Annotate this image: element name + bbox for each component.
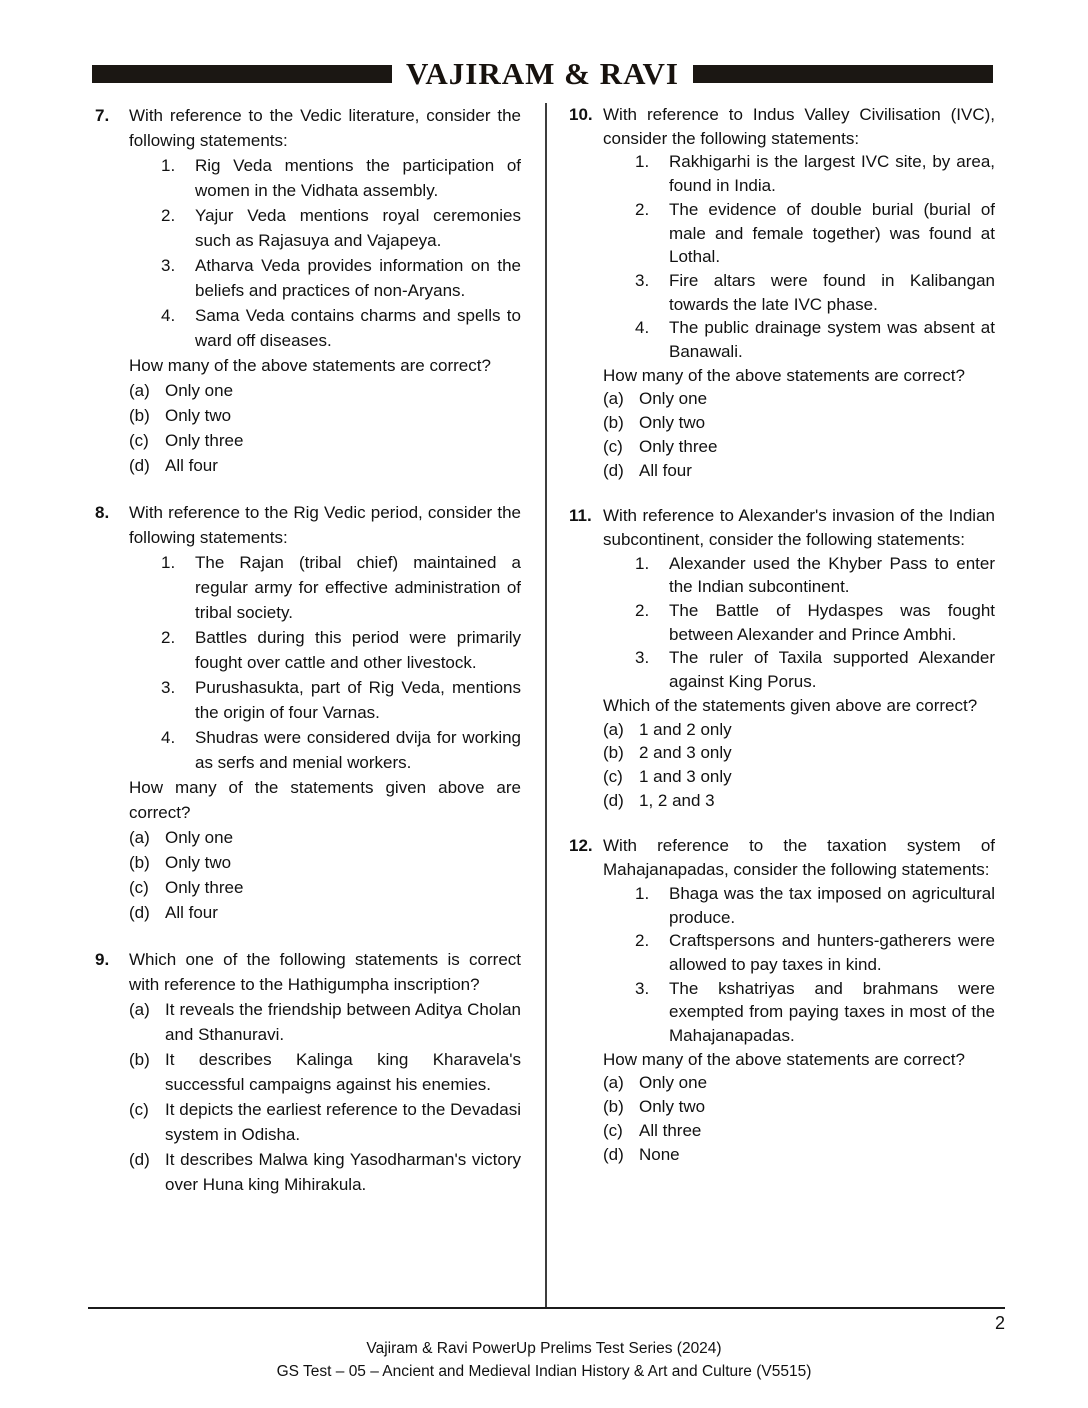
option-text: Only three: [165, 878, 244, 897]
statement-number: 3.: [635, 270, 650, 290]
option-text: 1 and 3 only: [639, 766, 732, 786]
question-closing: Which of the statements given above are correct?: [603, 695, 978, 715]
statement-number: 1.: [635, 152, 650, 172]
option-label: (a): [129, 828, 150, 847]
statement-item: [161, 725, 521, 775]
option-list: [129, 378, 521, 478]
option-text: Only three: [639, 436, 718, 456]
option-text: Only two: [165, 853, 232, 872]
question-closing: How many of the above statements are correct?: [603, 365, 965, 385]
statement-text: Yajur Veda mentions royal ceremonies such as Rajasuya and Vajapeya.: [195, 206, 521, 250]
statement-text: The public drainage system was absent at Banawali.: [669, 318, 995, 362]
option-item: [129, 453, 521, 478]
option-list: [603, 387, 995, 482]
option-label: (b): [129, 1050, 150, 1069]
option-item: [603, 741, 995, 765]
option-text: Only two: [639, 413, 706, 433]
option-item: [603, 1119, 995, 1143]
option-label: (c): [603, 766, 623, 786]
statement-item: [161, 550, 521, 625]
option-label: (b): [129, 406, 150, 425]
statement-text: Atharva Veda provides information on the beliefs and practices of non-Aryans.: [195, 256, 521, 300]
statement-number: 4.: [635, 318, 650, 338]
option-text: Only three: [165, 431, 244, 450]
statement-item: [161, 203, 521, 253]
option-text: All four: [165, 456, 218, 475]
option-item: [603, 435, 995, 459]
option-list: [603, 718, 995, 813]
option-label: (d): [129, 903, 150, 922]
option-label: (c): [603, 1120, 623, 1140]
option-text: It reveals the friendship between Aditya Cholan and Sthanuravi.: [165, 1000, 521, 1044]
statement-item: [161, 153, 521, 203]
question-number: 12.: [569, 836, 593, 856]
brand-title: VAJIRAM & RAVI: [406, 56, 679, 91]
option-text: It describes Kalinga king Kharavela's successful campaigns against his enemies.: [165, 1050, 521, 1094]
option-label: (a): [129, 381, 150, 400]
option-label: (d): [603, 1144, 624, 1164]
option-label: (b): [603, 413, 624, 433]
statement-item: [635, 316, 995, 363]
statement-text: The Battle of Hydaspes was fought between Alexander and Prince Ambhi.: [669, 601, 995, 644]
option-item: [603, 387, 995, 411]
statement-item: [635, 977, 995, 1048]
statement-text: The Rajan (tribal chief) maintained a regular army for effective administration of tribal society.: [195, 553, 521, 622]
statement-number: 2.: [161, 628, 176, 647]
question-closing: How many of the statements given above are correct?: [129, 778, 521, 822]
statement-list: [129, 550, 521, 775]
option-label: (d): [129, 456, 150, 475]
question-content: [129, 500, 521, 925]
question-intro: With reference to the Rig Vedic period, consider the following statements:: [129, 503, 521, 547]
statement-list: [603, 552, 995, 694]
footer-rule: [88, 1307, 1005, 1309]
option-text: It describes Malwa king Yasodharman's victory over Huna king Mihirakula.: [165, 1150, 521, 1194]
statement-number: 1.: [161, 553, 176, 572]
statement-text: Purushasukta, part of Rig Veda, mentions the origin of four Varnas.: [195, 678, 521, 722]
statement-number: 2.: [161, 206, 176, 225]
option-item: [129, 378, 521, 403]
statement-text: Rakhigarhi is the largest IVC site, by area, found in India.: [669, 152, 995, 196]
column-divider: [545, 103, 547, 1307]
statement-list: [603, 150, 995, 363]
option-item: [603, 765, 995, 789]
question-number: 8.: [95, 503, 110, 522]
statement-item: [635, 269, 995, 316]
option-item: [129, 1097, 521, 1147]
question-number: 7.: [95, 106, 110, 125]
question-intro: With reference to Indus Valley Civilisation (IVC), consider the following statements:: [603, 105, 995, 148]
question-closing: How many of the above statements are correct?: [129, 356, 491, 375]
question-closing: How many of the above statements are correct?: [603, 1049, 965, 1069]
option-text: It depicts the earliest reference to the Devadasi system in Odisha.: [165, 1100, 521, 1144]
question-intro: With reference to Alexander's invasion of the Indian subcontinent, consider the following statements:: [603, 506, 995, 549]
question-number: 9.: [95, 950, 110, 969]
statement-text: Shudras were considered dvija for working as serfs and menial workers.: [195, 728, 521, 772]
question-block: [569, 103, 995, 482]
option-item: [129, 900, 521, 925]
statement-item: [161, 253, 521, 303]
statement-text: Craftspersons and hunters-gatherers were allowed to pay taxes in kind.: [669, 931, 995, 974]
question-content: [129, 947, 521, 1197]
statement-item: [635, 929, 995, 976]
statement-number: 3.: [161, 256, 176, 275]
statement-item: [635, 882, 995, 929]
option-item: [129, 825, 521, 850]
option-text: Only one: [639, 389, 708, 409]
option-text: 1 and 2 only: [639, 719, 732, 739]
header-bar-left: [92, 65, 392, 83]
statement-item: [635, 150, 995, 197]
question-block: [569, 504, 995, 812]
statement-number: 3.: [635, 978, 650, 998]
statement-text: Bhaga was the tax imposed on agricultural produce.: [669, 883, 995, 927]
content-columns: [95, 103, 1005, 1307]
option-label: (a): [603, 389, 624, 409]
statement-number: 3.: [635, 648, 650, 668]
option-text: Only one: [165, 828, 234, 847]
option-label: (b): [603, 743, 624, 763]
statement-text: Sama Veda contains charms and spells to ward off diseases.: [195, 306, 521, 350]
question-intro: With reference to the taxation system of Mahajanapadas, consider the following statements:: [603, 836, 995, 880]
option-item: [603, 718, 995, 742]
statement-list: [129, 153, 521, 353]
option-item: [603, 411, 995, 435]
option-label: (a): [603, 1073, 624, 1093]
statement-number: 1.: [161, 156, 176, 175]
question-number: 11.: [569, 506, 592, 526]
statement-item: [635, 552, 995, 599]
statement-item: [161, 675, 521, 725]
option-item: [129, 1047, 521, 1097]
header-bar-right: [693, 65, 993, 83]
option-item: [129, 850, 521, 875]
option-text: All four: [165, 903, 218, 922]
option-text: Only two: [639, 1097, 706, 1117]
option-label: (d): [603, 790, 624, 810]
option-item: [129, 875, 521, 900]
option-item: [603, 1071, 995, 1095]
question-number: 10.: [569, 105, 593, 124]
option-item: [129, 403, 521, 428]
column-left: [95, 103, 521, 1307]
question-content: [603, 504, 995, 812]
option-text: Only two: [165, 406, 232, 425]
question-block: [95, 103, 521, 478]
statement-number: 2.: [635, 601, 650, 621]
option-text: All four: [639, 460, 692, 480]
statement-number: 4.: [161, 728, 176, 747]
statement-number: 3.: [161, 678, 176, 697]
option-label: (a): [603, 719, 624, 739]
question-intro: With reference to the Vedic literature, consider the following statements:: [129, 106, 521, 150]
statement-number: 2.: [635, 199, 650, 219]
option-item: [603, 789, 995, 813]
option-text: 2 and 3 only: [639, 743, 732, 763]
option-label: (c): [603, 436, 623, 456]
page-number: 2: [994, 1313, 1005, 1333]
page-footer: [0, 1337, 1088, 1383]
option-item: [129, 997, 521, 1047]
option-item: [603, 459, 995, 483]
page-header: [92, 58, 993, 89]
option-text: Only one: [639, 1073, 708, 1093]
statement-text: Battles during this period were primarily fought over cattle and other livestock.: [195, 628, 521, 672]
statement-text: The kshatriyas and brahmans were exempted from paying taxes in most of the Mahajanapadas.: [669, 978, 995, 1046]
option-text: Only one: [165, 381, 234, 400]
statement-text: Fire altars were found in Kalibangan towards the late IVC phase.: [669, 270, 995, 314]
statement-number: 2.: [635, 931, 650, 951]
question-content: [129, 103, 521, 478]
option-list: [129, 825, 521, 925]
option-label: (a): [129, 1000, 150, 1019]
option-item: [603, 1095, 995, 1119]
option-text: 1, 2 and 3: [639, 790, 715, 810]
option-label: (c): [129, 878, 149, 897]
statement-item: [161, 303, 521, 353]
option-list: [603, 1071, 995, 1166]
column-right: [569, 103, 995, 1307]
option-label: (b): [129, 853, 150, 872]
option-text: All three: [639, 1120, 702, 1140]
option-label: (c): [129, 1100, 149, 1119]
question-block: [569, 834, 995, 1166]
statement-list: [603, 882, 995, 1048]
option-label: (b): [603, 1097, 624, 1117]
statement-item: [635, 646, 995, 693]
option-list: [129, 997, 521, 1197]
question-block: [95, 947, 521, 1197]
statement-item: [635, 198, 995, 269]
question-intro: Which one of the following statements is correct with reference to the Hathigumpha inscription?: [129, 950, 521, 994]
option-item: [603, 1143, 995, 1167]
question-content: [603, 834, 995, 1166]
statement-text: The ruler of Taxila supported Alexander against King Porus.: [669, 648, 995, 692]
option-item: [129, 428, 521, 453]
option-label: (d): [129, 1150, 150, 1169]
footer-line1: Vajiram & Ravi PowerUp Prelims Test Series (2024): [366, 1340, 722, 1357]
question-block: [95, 500, 521, 925]
statement-text: Rig Veda mentions the participation of women in the Vidhata assembly.: [195, 156, 521, 200]
option-item: [129, 1147, 521, 1197]
statement-number: 1.: [635, 553, 650, 573]
option-label: (d): [603, 460, 624, 480]
statement-text: The evidence of double burial (burial of male and female together) was found at Lothal.: [669, 199, 995, 267]
option-label: (c): [129, 431, 149, 450]
statement-number: 4.: [161, 306, 176, 325]
statement-item: [161, 625, 521, 675]
question-content: [603, 103, 995, 482]
statement-item: [635, 599, 995, 646]
statement-text: Alexander used the Khyber Pass to enter the Indian subcontinent.: [669, 553, 995, 597]
footer-line2: GS Test – 05 – Ancient and Medieval Indian History & Art and Culture (V5515): [276, 1363, 812, 1380]
option-text: None: [639, 1144, 680, 1164]
statement-number: 1.: [635, 883, 650, 903]
